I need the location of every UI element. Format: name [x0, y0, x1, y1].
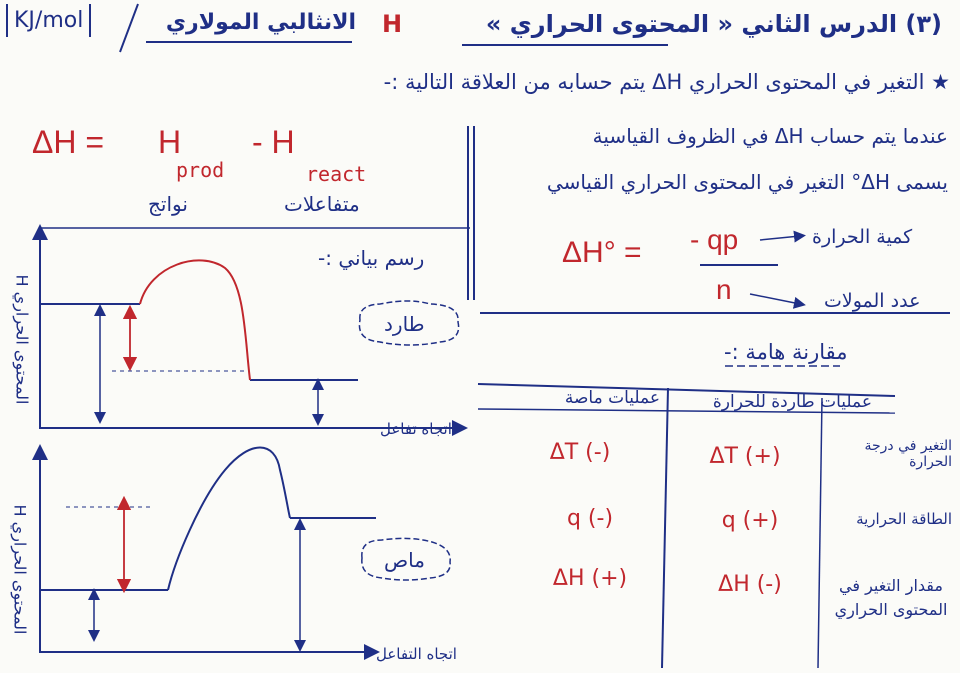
products-label: نواتج — [148, 192, 188, 216]
intro-line: ★ التغير في المحتوى الحراري ΔH يتم حسابه من العلاقة التالية :- — [383, 70, 950, 94]
equation-sub-react: react — [306, 162, 367, 186]
graph2-type-label: ماص — [384, 548, 425, 572]
row2-endo-value: q (-) — [566, 506, 614, 531]
unit-bracket — [6, 4, 91, 37]
heat-arrow — [760, 236, 800, 240]
graph-heading: رسم بياني :- — [318, 246, 425, 270]
graph2-x-label: اتجاه التفاعل — [376, 645, 457, 663]
equation-minus-h: - H — [252, 124, 295, 160]
standard-formula-lhs: ΔH° = — [562, 236, 642, 269]
col-exo-header: عمليات طاردة للحرارة — [712, 392, 872, 412]
comparison-title: مقارنة هامة :- — [724, 340, 848, 364]
row1-exo-value: ΔT (+) — [709, 444, 781, 469]
row3-endo-value: ΔH (+) — [552, 566, 628, 591]
equation-h-prod: H — [158, 124, 182, 160]
equation-sub-prod: prod — [176, 158, 225, 182]
moles-label: عدد المولات — [824, 290, 921, 312]
standard-denominator: n — [716, 274, 732, 305]
title-symbol: H — [382, 10, 403, 38]
graph-endothermic — [40, 448, 376, 653]
page-subtitle: الانثالبي المولاري — [165, 10, 356, 35]
reactants-label: متفاعلات — [284, 192, 360, 216]
row1-endo-value: ΔT (-) — [549, 440, 611, 465]
graph2-y-label: H المحتوى الحراري — [10, 504, 30, 635]
row-label-enthalpy-change: مقدار التغير في المحتوى الحراري — [834, 576, 948, 619]
row2-exo-value: q (+) — [721, 508, 779, 533]
row-label-temperature: التغير في درجة الحرارة — [864, 438, 952, 470]
graph1-type-label: طارد — [384, 312, 425, 336]
graph2-axes — [40, 452, 372, 652]
row-label-heat-energy: الطاقة الحرارية — [856, 510, 952, 528]
header-divider — [120, 4, 138, 52]
heat-label: كمية الحرارة — [812, 226, 913, 248]
standard-line1: عندما يتم حساب ΔH في الظروف القياسية — [592, 124, 948, 148]
graph1-y-label: H المحتوى الحراري — [12, 274, 32, 405]
graph2-energy-curve — [168, 448, 290, 591]
moles-arrow — [750, 294, 800, 304]
col-endo-header: عمليات ماصة — [564, 388, 660, 408]
graph1-energy-curve — [140, 260, 250, 380]
row3-exo-value: ΔH (-) — [718, 572, 782, 597]
standard-line2: يسمى ΔH° التغير في المحتوى الحراري القياسي — [546, 170, 948, 194]
page-title: (٣) الدرس الثاني « المحتوى الحراري » — [485, 10, 942, 38]
standard-numerator: - qp — [690, 224, 739, 255]
graph1-x-label: اتجاه تفاعل — [380, 420, 452, 438]
equation-lhs: ΔH = — [32, 124, 105, 160]
unit-label: KJ/mol — [14, 8, 84, 33]
